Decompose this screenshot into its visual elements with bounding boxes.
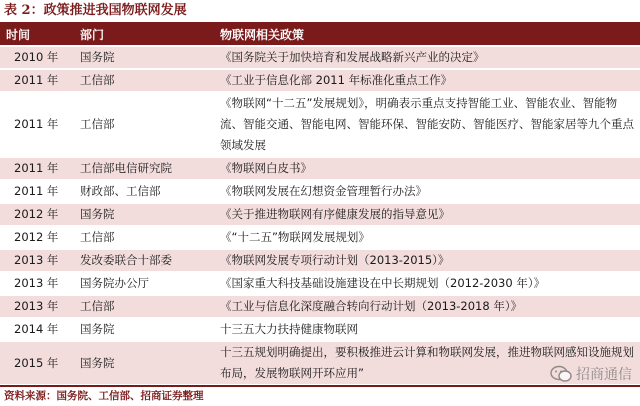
cell-year: 2013 年 bbox=[0, 249, 74, 272]
table-row bbox=[0, 180, 640, 203]
cell-policy: 《物联网发展专项行动计划（2013-2015）》 bbox=[214, 249, 640, 272]
table-row bbox=[0, 226, 640, 249]
cell-department: 国务院办公厅 bbox=[74, 272, 214, 295]
cell-year: 2011 年 bbox=[0, 157, 74, 180]
header-year: 时间 bbox=[0, 24, 74, 46]
cell-year: 2010 年 bbox=[0, 46, 74, 69]
header-policy: 物联网相关政策 bbox=[214, 24, 640, 46]
cell-year: 2011 年 bbox=[0, 69, 74, 92]
table-row bbox=[0, 157, 640, 180]
table-row bbox=[0, 46, 640, 69]
table-row bbox=[0, 318, 640, 341]
cell-policy: 《工业于信息化部 2011 年标准化重点工作》 bbox=[214, 69, 640, 92]
cell-department: 国务院 bbox=[74, 318, 214, 341]
cell-policy: 《物联网“十二五”发展规划》，明确表示重点支持智能工业、智能农业、智能物流、智能交通、智能电网、智能环保、智能安防、智能医疗、智能家居等九个重点领域发展 bbox=[214, 92, 640, 157]
bottom-rule bbox=[0, 385, 640, 387]
table-row bbox=[0, 203, 640, 226]
cell-year: 2011 年 bbox=[0, 180, 74, 203]
cell-policy: 《工业与信息化深度融合转向行动计划（2013-2018 年）》 bbox=[214, 295, 640, 318]
cell-policy: 《“十二五”物联网发展规划》 bbox=[214, 226, 640, 249]
table-header-row bbox=[0, 24, 640, 46]
cell-year: 2012 年 bbox=[0, 203, 74, 226]
cell-policy: 《国务院关于加快培育和发展战略新兴产业的决定》 bbox=[214, 46, 640, 69]
watermark-text: 招商通信 bbox=[576, 367, 632, 383]
table-row bbox=[0, 272, 640, 295]
cell-department: 国务院 bbox=[74, 341, 214, 385]
cell-policy: 《物联网发展在幻想资金管理暂行办法》 bbox=[214, 180, 640, 203]
cell-policy: 《关于推进物联网有序健康发展的指导意见》 bbox=[214, 203, 640, 226]
cell-year: 2014 年 bbox=[0, 318, 74, 341]
header-department: 部门 bbox=[74, 24, 214, 46]
cell-department: 工信部电信研究院 bbox=[74, 157, 214, 180]
cell-policy: 《国家重大科技基础设施建设在中长期规划（2012-2030 年）》 bbox=[214, 272, 640, 295]
cell-year: 2013 年 bbox=[0, 295, 74, 318]
table-row bbox=[0, 249, 640, 272]
cell-department: 工信部 bbox=[74, 226, 214, 249]
policy-table bbox=[0, 24, 640, 386]
cell-department: 财政部、工信部 bbox=[74, 180, 214, 203]
cell-year: 2012 年 bbox=[0, 226, 74, 249]
table-row bbox=[0, 295, 640, 318]
cell-policy: 十三五大力扶持健康物联网 bbox=[214, 318, 640, 341]
cell-department: 国务院 bbox=[74, 203, 214, 226]
cell-department: 国务院 bbox=[74, 46, 214, 69]
watermark bbox=[550, 364, 632, 384]
source-note: 资料来源：国务院、工信部、招商证券整理 bbox=[4, 390, 204, 402]
cell-year: 2013 年 bbox=[0, 272, 74, 295]
table-row bbox=[0, 69, 640, 92]
cell-year: 2011 年 bbox=[0, 92, 74, 157]
table-row bbox=[0, 92, 640, 157]
cell-policy: 十三五规划明确提出，要积极推进云计算和物联网发展，推进物联网感知设施规划布局，发展物联网开环应用” bbox=[214, 341, 640, 385]
cell-department: 工信部 bbox=[74, 69, 214, 92]
table-caption: 表 2：政策推进我国物联网发展 bbox=[4, 3, 187, 18]
wechat-icon bbox=[550, 365, 572, 383]
cell-year: 2015 年 bbox=[0, 341, 74, 385]
cell-department: 工信部 bbox=[74, 295, 214, 318]
cell-policy: 《物联网白皮书》 bbox=[214, 157, 640, 180]
cell-department: 发改委联合十部委 bbox=[74, 249, 214, 272]
cell-department: 工信部 bbox=[74, 92, 214, 157]
table-row bbox=[0, 341, 640, 385]
